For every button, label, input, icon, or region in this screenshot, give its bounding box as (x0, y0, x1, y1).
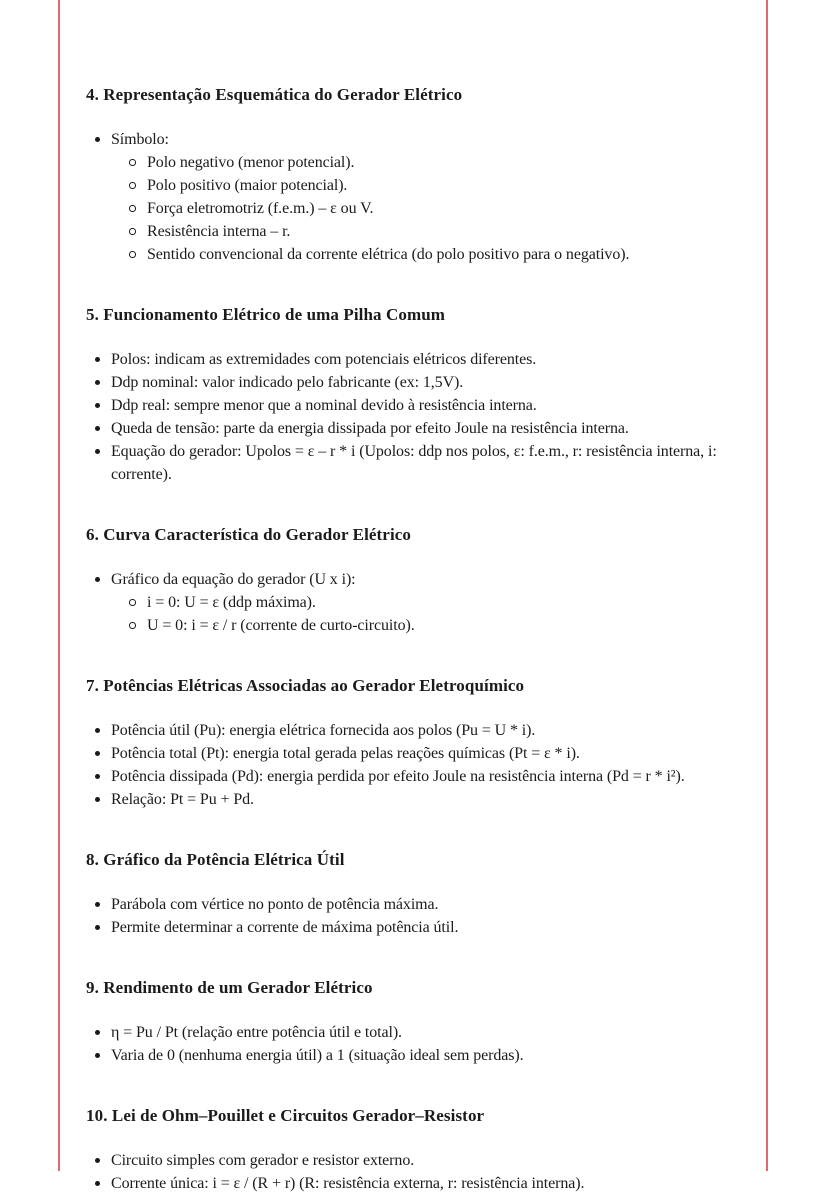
section-heading: 7. Potências Elétricas Associadas ao Gerador Eletroquímico (86, 676, 525, 695)
list-item-text: Circuito simples com gerador e resistor externo. (111, 1152, 415, 1169)
list-item-text: Parábola com vértice no ponto de potência máxima. (111, 896, 439, 913)
list-item (86, 1044, 752, 1067)
circle-bullet-icon (129, 228, 136, 235)
bullet-icon (95, 751, 100, 756)
section-heading: 6. Curva Característica do Gerador Elétrico (86, 525, 412, 544)
sub-list-item (121, 151, 752, 174)
list-item (86, 394, 752, 417)
list-item-text: η = Pu / Pt (relação entre potência útil e total). (111, 1024, 402, 1041)
section (86, 977, 752, 1067)
list-item (86, 417, 752, 440)
list-item (86, 371, 752, 394)
sub-list-item (121, 174, 752, 197)
list-item-text: Equação do gerador: Upolos = ε – r * i (Upolos: ddp nos polos, ε: f.e.m., r: resistência interna, i: corrente). (111, 443, 717, 483)
bullet-icon (95, 137, 100, 142)
bullet-icon (95, 1181, 100, 1186)
section-heading: 9. Rendimento de um Gerador Elétrico (86, 978, 373, 997)
sub-list-item-text: Força eletromotriz (f.e.m.) – ε ou V. (147, 200, 374, 217)
list-item (86, 788, 752, 811)
list-item (86, 568, 752, 637)
sub-list-item (121, 197, 752, 220)
circle-bullet-icon (129, 599, 136, 606)
circle-bullet-icon (129, 205, 136, 212)
bullet-list (86, 893, 752, 939)
list-item-text: Corrente única: i = ε / (R + r) (R: resistência externa, r: resistência interna). (111, 1175, 585, 1192)
list-item (86, 719, 752, 742)
sub-list-item (121, 243, 752, 266)
bullet-icon (95, 403, 100, 408)
bullet-icon (95, 577, 100, 582)
sub-list-item (121, 614, 752, 637)
section (86, 524, 752, 637)
bullet-icon (95, 1030, 100, 1035)
sub-bullet-list (111, 591, 752, 637)
section-heading: 8. Gráfico da Potência Elétrica Útil (86, 850, 345, 869)
sub-bullet-list (111, 151, 752, 266)
bullet-icon (95, 380, 100, 385)
sub-list-item-text: Polo negativo (menor potencial). (147, 154, 355, 171)
sub-list-item-text: i = 0: U = ε (ddp máxima). (147, 594, 316, 611)
list-item (86, 916, 752, 939)
document-body (60, 0, 766, 1195)
sub-list-item (121, 591, 752, 614)
bullet-icon (95, 728, 100, 733)
list-item-text: Ddp real: sempre menor que a nominal devido à resistência interna. (111, 397, 537, 414)
bullet-icon (95, 1158, 100, 1163)
bullet-list (86, 568, 752, 637)
list-item (86, 742, 752, 765)
list-item-text: Relação: Pt = Pu + Pd. (111, 791, 254, 808)
list-item-text: Potência útil (Pu): energia elétrica fornecida aos polos (Pu = U * i). (111, 722, 536, 739)
list-item-text: Gráfico da equação do gerador (U x i): (111, 571, 356, 588)
bullet-icon (95, 1053, 100, 1058)
circle-bullet-icon (129, 622, 136, 629)
section (86, 1105, 752, 1195)
bullet-icon (95, 902, 100, 907)
page (58, 0, 768, 1192)
circle-bullet-icon (129, 159, 136, 166)
list-item-text: Símbolo: (111, 131, 169, 148)
bullet-icon (95, 426, 100, 431)
sub-list-item-text: Sentido convencional da corrente elétrica (do polo positivo para o negativo). (147, 246, 630, 263)
list-item (86, 440, 752, 486)
bullet-list (86, 719, 752, 811)
list-item-text: Ddp nominal: valor indicado pelo fabricante (ex: 1,5V). (111, 374, 464, 391)
list-item (86, 1172, 752, 1195)
list-item (86, 893, 752, 916)
bullet-list (86, 1149, 752, 1195)
section (86, 849, 752, 939)
bullet-icon (95, 449, 100, 454)
list-item (86, 348, 752, 371)
section-heading: 5. Funcionamento Elétrico de uma Pilha Comum (86, 305, 446, 324)
list-item (86, 1021, 752, 1044)
bullet-icon (95, 797, 100, 802)
bullet-list (86, 1021, 752, 1067)
list-item-text: Queda de tensão: parte da energia dissipada por efeito Joule na resistência interna. (111, 420, 629, 437)
section-heading: 10. Lei de Ohm–Pouillet e Circuitos Gerador–Resistor (86, 1106, 485, 1125)
bullet-icon (95, 774, 100, 779)
bullet-icon (95, 357, 100, 362)
list-item-text: Potência total (Pt): energia total gerada pelas reações químicas (Pt = ε * i). (111, 745, 580, 762)
circle-bullet-icon (129, 251, 136, 258)
section-heading: 4. Representação Esquemática do Gerador Elétrico (86, 85, 463, 104)
sub-list-item-text: U = 0: i = ε / r (corrente de curto-circuito). (147, 617, 415, 634)
list-item-text: Varia de 0 (nenhuma energia útil) a 1 (situação ideal sem perdas). (111, 1047, 524, 1064)
bullet-list (86, 128, 752, 266)
list-item-text: Potência dissipada (Pd): energia perdida por efeito Joule na resistência interna (Pd = r * i²). (111, 768, 685, 785)
sub-list-item-text: Polo positivo (maior potencial). (147, 177, 348, 194)
bullet-list (86, 348, 752, 486)
section (86, 304, 752, 486)
sub-list-item (121, 220, 752, 243)
section (86, 675, 752, 811)
list-item-text: Permite determinar a corrente de máxima potência útil. (111, 919, 459, 936)
list-item-text: Polos: indicam as extremidades com potenciais elétricos diferentes. (111, 351, 537, 368)
list-item (86, 1149, 752, 1172)
sub-list-item-text: Resistência interna – r. (147, 223, 291, 240)
list-item (86, 765, 752, 788)
bullet-icon (95, 925, 100, 930)
list-item (86, 128, 752, 266)
section (86, 84, 752, 266)
circle-bullet-icon (129, 182, 136, 189)
